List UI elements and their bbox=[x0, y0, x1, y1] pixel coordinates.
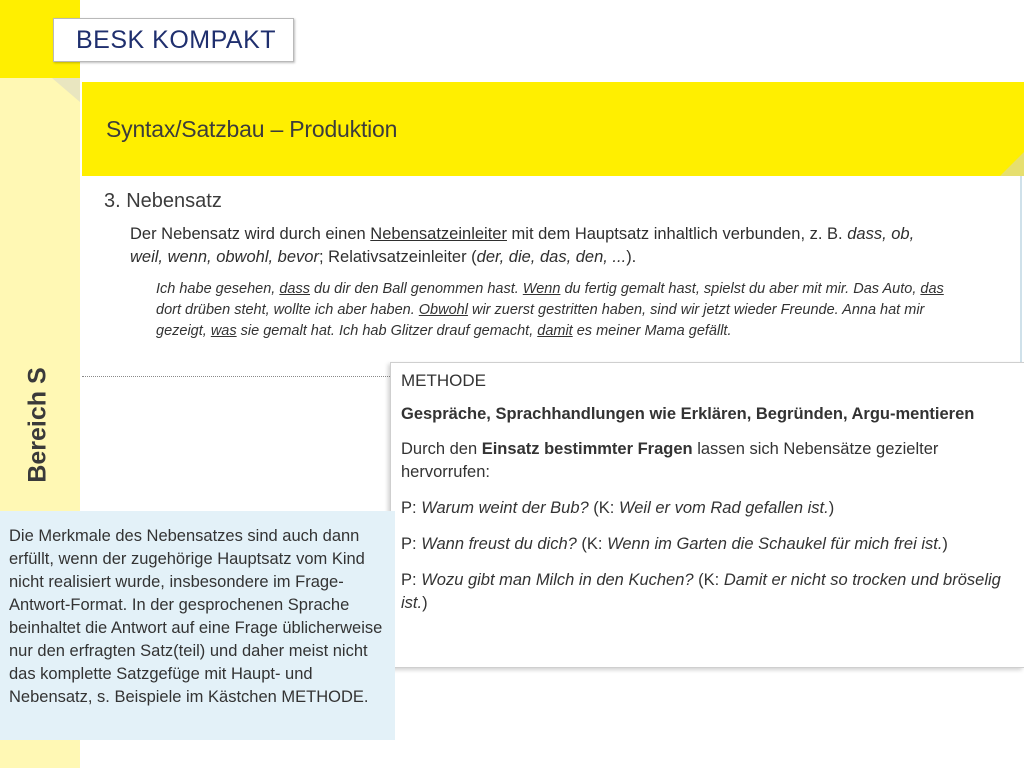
example-text: du dir den Ball genommen hast. bbox=[310, 281, 523, 297]
brand-label: BESK KOMPAKT bbox=[76, 25, 277, 54]
note-text: Die Merkmale des Nebensatzes sind auch dann erfüllt, wenn der zugehörige Hauptsatz vom Kind nicht realisiert wurde, insbesondere im Frage-Antwort-Format. In der gesprochenen Sprache beinhaltet die Antwort auf eine Frage üblicherweise nur den erfragten Satz(teil) und daher meist nicht das komplette Satzgefüge mit Haupt- und Nebensatz, s. Beispiele im Kästchen METHODE. bbox=[9, 527, 383, 706]
dotted-divider bbox=[82, 376, 392, 377]
method-intro bbox=[401, 438, 1011, 484]
speaker-label-p: P: bbox=[401, 535, 422, 553]
definition-text: ). bbox=[626, 248, 637, 266]
closing-paren: ) bbox=[828, 499, 835, 517]
method-example bbox=[401, 533, 1010, 556]
example-sentences bbox=[156, 279, 956, 342]
example-text: wir zuerst gestritten haben, sind wir jetzt wieder Freunde. Anna hat mir gezeigt, bbox=[156, 302, 925, 339]
method-subtitle: Gespräche, Sprachhandlungen wie Erklären, Begründen, Argu-mentieren bbox=[401, 405, 975, 423]
speaker-label-p: P: bbox=[401, 499, 422, 517]
speaker-label-k: (K: bbox=[576, 535, 608, 553]
definition-text: mit dem Hauptsatz inhaltlich verbunden, z. B. bbox=[506, 225, 848, 243]
method-intro-text: Durch den bbox=[401, 440, 482, 458]
example-text: Ich habe gesehen, bbox=[156, 281, 280, 297]
brand-badge bbox=[53, 18, 294, 62]
section-panel bbox=[82, 176, 1022, 376]
header-fold-corner bbox=[1000, 152, 1024, 176]
example-answer: Wenn im Garten die Schaukel für mich frei ist. bbox=[607, 535, 943, 553]
method-title: METHODE bbox=[401, 371, 486, 390]
conjunction-list: dass, ob, weil, wenn, obwohl, bevor bbox=[130, 225, 915, 266]
example-text: du fertig gemalt hast, spielst du aber mit mir. Das Auto, bbox=[560, 281, 921, 297]
speaker-label-p: P: bbox=[401, 571, 422, 589]
relative-pronoun-list: der, die, das, den, ... bbox=[476, 248, 627, 266]
method-example bbox=[401, 569, 1010, 615]
method-intro-text: lassen sich Nebensätze gezielter hervorrufen: bbox=[401, 440, 939, 481]
method-example bbox=[401, 497, 1010, 520]
example-connector: dass bbox=[279, 281, 310, 297]
example-question: Warum weint der Bub? bbox=[421, 499, 589, 517]
example-connector: was bbox=[210, 323, 237, 339]
example-text: dort drüben steht, wollte ich aber haben. bbox=[156, 302, 419, 318]
sidebar-section-label: Bereich S bbox=[23, 367, 52, 483]
definition-text: Der Nebensatz wird durch einen bbox=[130, 225, 371, 243]
page-title: Syntax/Satzbau – Produktion bbox=[106, 116, 398, 142]
example-connector: damit bbox=[537, 323, 573, 339]
example-question: Wozu gibt man Milch in den Kuchen? bbox=[421, 571, 694, 589]
method-box bbox=[390, 362, 1024, 668]
method-intro-emphasis: Einsatz bestimmter Fragen bbox=[481, 440, 693, 458]
speaker-label-k: (K: bbox=[588, 499, 619, 517]
definition-paragraph bbox=[130, 223, 950, 269]
example-text: es meiner Mama gefällt. bbox=[572, 323, 732, 339]
example-text: sie gemalt hat. Ich hab Glitzer drauf gemacht, bbox=[236, 323, 538, 339]
definition-term: Nebensatzeinleiter bbox=[370, 225, 507, 243]
example-question: Wann freust du dich? bbox=[421, 535, 577, 553]
sidebar-fold-corner bbox=[52, 78, 80, 102]
speaker-label-k: (K: bbox=[693, 571, 724, 589]
note-box bbox=[0, 511, 395, 740]
closing-paren: ) bbox=[942, 535, 948, 553]
section-heading: 3. Nebensatz bbox=[104, 190, 222, 212]
header-band bbox=[82, 82, 1024, 176]
example-connector: Wenn bbox=[522, 281, 561, 297]
example-connector: das bbox=[920, 281, 944, 297]
closing-paren: ) bbox=[422, 594, 428, 612]
example-answer: Damit er nicht so trocken und bröselig ist. bbox=[401, 571, 1001, 612]
example-connector: Obwohl bbox=[418, 302, 468, 318]
example-answer: Weil er vom Rad gefallen ist. bbox=[618, 499, 829, 517]
definition-text: ; Relativsatzeinleiter ( bbox=[318, 248, 477, 266]
